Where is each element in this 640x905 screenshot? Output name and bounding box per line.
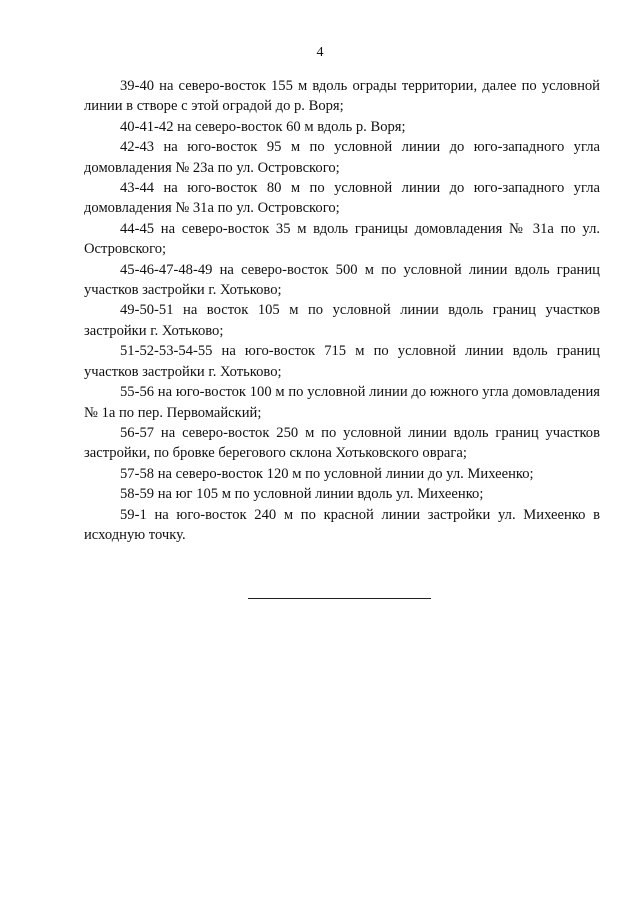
paragraph-45-49: 45-46-47-48-49 на северо-восток 500 м по условной линии вдоль границ участков застройки г. Хотьково; — [84, 261, 600, 299]
closing-separator-line — [248, 598, 431, 599]
boundary-description — [84, 76, 600, 545]
page-number: 4 — [316, 45, 324, 60]
paragraph-40-42: 40-41-42 на северо-восток 60 м вдоль р. Воря; — [120, 118, 406, 135]
paragraph-55-56: 55-56 на юго-восток 100 м по условной линии до южного угла домовладения № 1а по пер. Первомайский; — [84, 384, 600, 421]
paragraph-43-44: 43-44 на юго-восток 80 м по условной линии до юго-западного угла домовладения № 31а по ул. Островского; — [84, 180, 600, 217]
paragraph-39-40: 39-40 на северо-восток 155 м вдоль ограды территории, далее по условной линии в створе с этой оградой до р. Воря; — [84, 78, 600, 115]
paragraph-57-58: 57-58 на северо-восток 120 м по условной линии до ул. Михеенко; — [120, 465, 534, 482]
paragraph-44-45: 44-45 на северо-восток 35 м вдоль границы домовладения № 31а по ул. Островского; — [84, 220, 600, 258]
paragraph-42-43: 42-43 на юго-восток 95 м по условной линии до юго-западного угла домовладения № 23а по ул. Островского; — [84, 139, 600, 176]
paragraph-49-51: 49-50-51 на восток 105 м по условной линии вдоль границ участков застройки г. Хотьково; — [84, 302, 600, 339]
paragraph-56-57: 56-57 на северо-восток 250 м по условной линии вдоль границ участков застройки, по бровке берегового склона Хотьковского оврага; — [84, 424, 600, 462]
paragraph-59-1: 59-1 на юго-восток 240 м по красной линии застройки ул. Михеенко в исходную точку. — [84, 506, 600, 543]
paragraph-51-55: 51-52-53-54-55 на юго-восток 715 м по условной линии вдоль границ участков застройки г. Хотьково; — [84, 343, 600, 380]
paragraph-58-59: 58-59 на юг 105 м по условной линии вдоль ул. Михеенко; — [120, 486, 484, 503]
